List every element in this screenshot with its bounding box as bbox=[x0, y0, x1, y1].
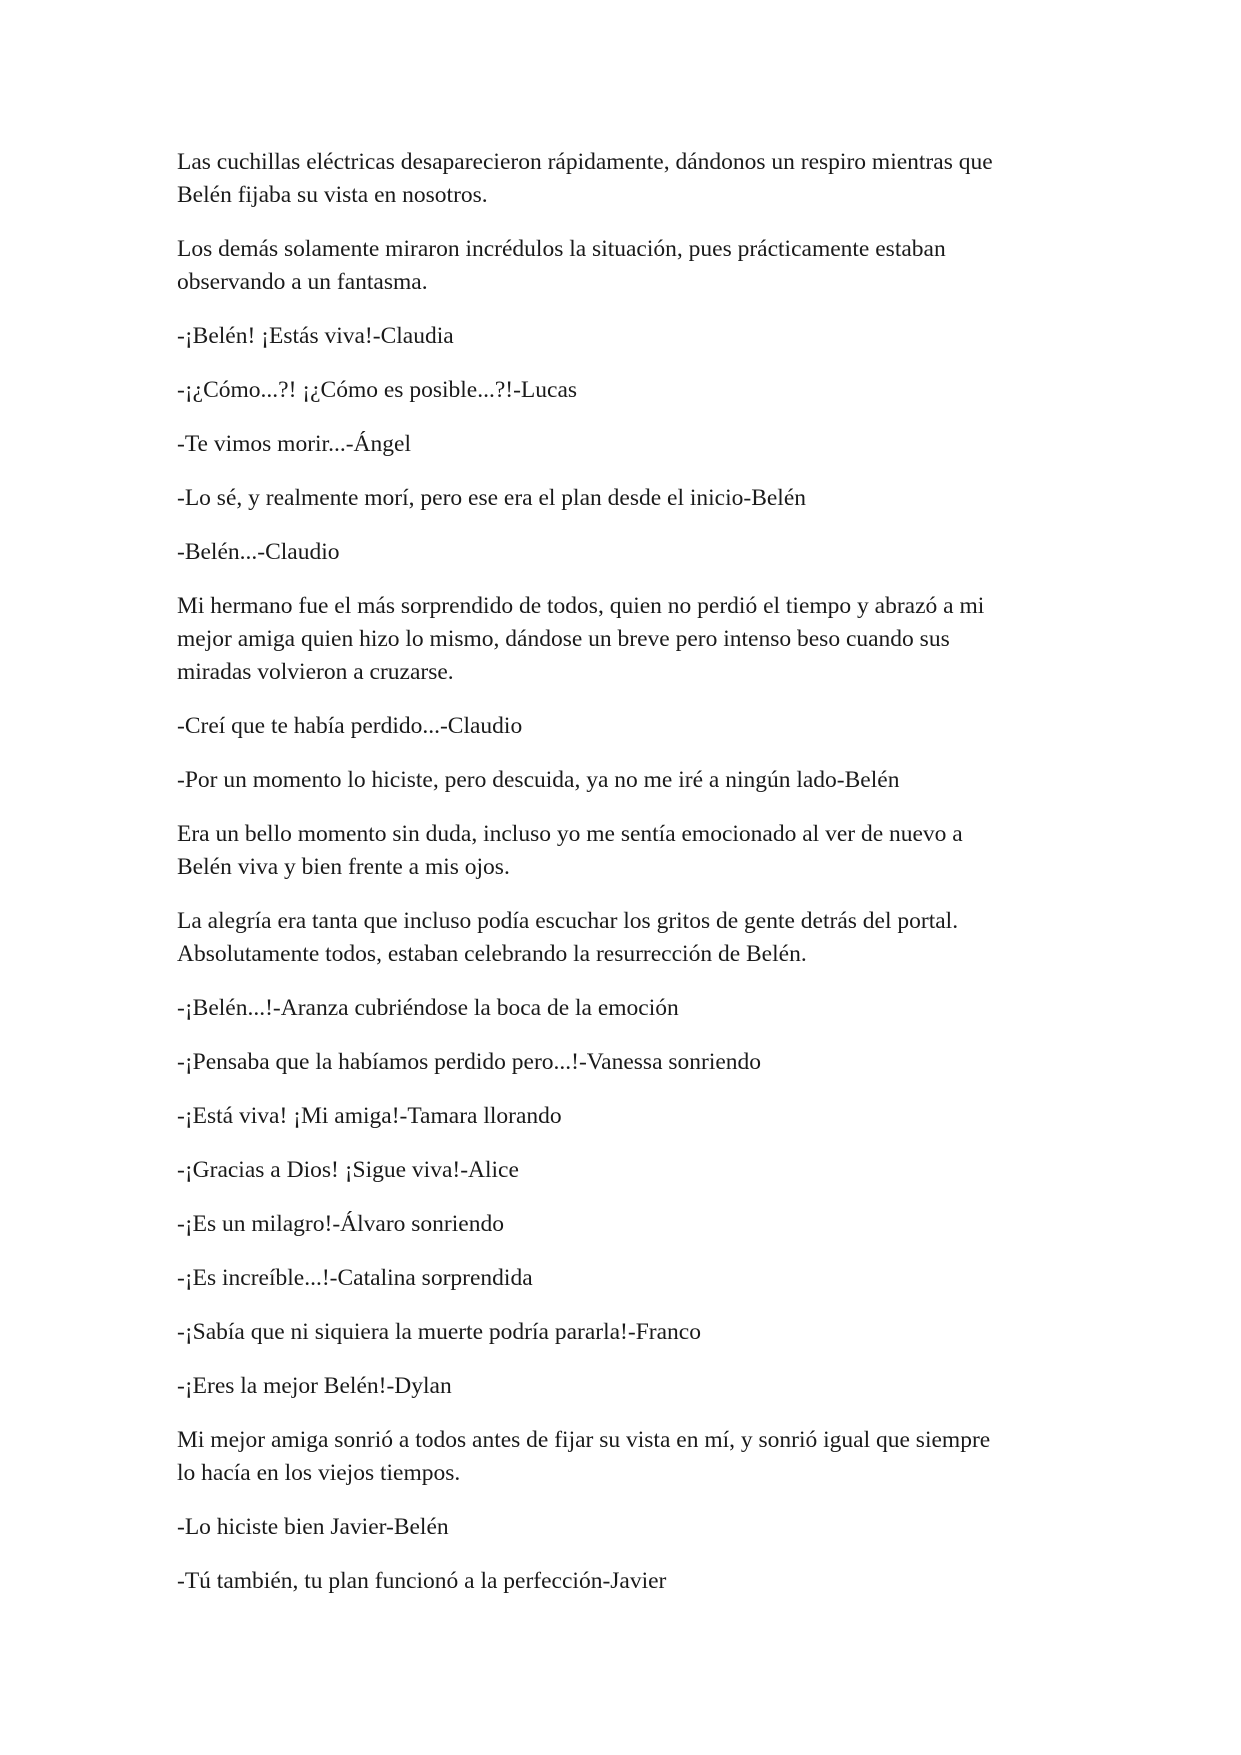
paragraph-1: Las cuchillas eléctricas desaparecieron rápidamente, dándonos un respiro mientras que Belén fijaba su vista en nosotros. bbox=[177, 149, 993, 208]
dialogue-line-belen-2: -Por un momento lo hiciste, pero descuida, ya no me iré a ningún lado-Belén bbox=[177, 767, 900, 793]
dialogue-line-angel: -Te vimos morir...-Ángel bbox=[177, 431, 411, 457]
dialogue-line-alvaro: -¡Es un milagro!-Álvaro sonriendo bbox=[177, 1211, 504, 1237]
dialogue-line-aranza: -¡Belén...!-Aranza cubriéndose la boca de la emoción bbox=[177, 995, 679, 1021]
document-body bbox=[177, 146, 1077, 1619]
dialogue-line-catalina: -¡Es increíble...!-Catalina sorprendida bbox=[177, 1265, 533, 1291]
dialogue-line-dylan: -¡Eres la mejor Belén!-Dylan bbox=[177, 1373, 452, 1399]
dialogue-line-claudio-1: -Belén...-Claudio bbox=[177, 539, 340, 565]
paragraph-2: Los demás solamente miraron incrédulos la situación, pues prácticamente estaban observando a un fantasma. bbox=[177, 236, 946, 295]
dialogue-line-franco: -¡Sabía que ni siquiera la muerte podría pararla!-Franco bbox=[177, 1319, 701, 1345]
dialogue-line-alice: -¡Gracias a Dios! ¡Sigue viva!-Alice bbox=[177, 1157, 519, 1183]
paragraph-5: La alegría era tanta que incluso podía escuchar los gritos de gente detrás del portal. Absolutamente todos, estaban celebrando la resurrección de Belén. bbox=[177, 908, 959, 967]
dialogue-line-claudia: -¡Belén! ¡Estás viva!-Claudia bbox=[177, 323, 454, 349]
dialogue-line-claudio-2: -Creí que te había perdido...-Claudio bbox=[177, 713, 523, 739]
paragraph-6: Mi mejor amiga sonrió a todos antes de fijar su vista en mí, y sonrió igual que siempre lo hacía en los viejos tiempos. bbox=[177, 1427, 991, 1486]
dialogue-line-lucas: -¡¿Cómo...?! ¡¿Cómo es posible...?!-Lucas bbox=[177, 377, 578, 403]
dialogue-line-vanessa: -¡Pensaba que la habíamos perdido pero...!-Vanessa sonriendo bbox=[177, 1049, 762, 1075]
dialogue-line-tamara: -¡Está viva! ¡Mi amiga!-Tamara llorando bbox=[177, 1103, 562, 1129]
dialogue-line-belen-1: -Lo sé, y realmente morí, pero ese era el plan desde el inicio-Belén bbox=[177, 485, 807, 511]
dialogue-line-javier: -Tú también, tu plan funcionó a la perfección-Javier bbox=[177, 1568, 667, 1594]
dialogue-line-belen-3: -Lo hiciste bien Javier-Belén bbox=[177, 1514, 449, 1540]
paragraph-4: Era un bello momento sin duda, incluso yo me sentía emocionado al ver de nuevo a Belén viva y bien frente a mis ojos. bbox=[177, 821, 963, 880]
paragraph-3: Mi hermano fue el más sorprendido de todos, quien no perdió el tiempo y abrazó a mi mejor amiga quien hizo lo mismo, dándose un breve pero intenso beso cuando sus miradas volvieron a cruzarse. bbox=[177, 593, 985, 685]
